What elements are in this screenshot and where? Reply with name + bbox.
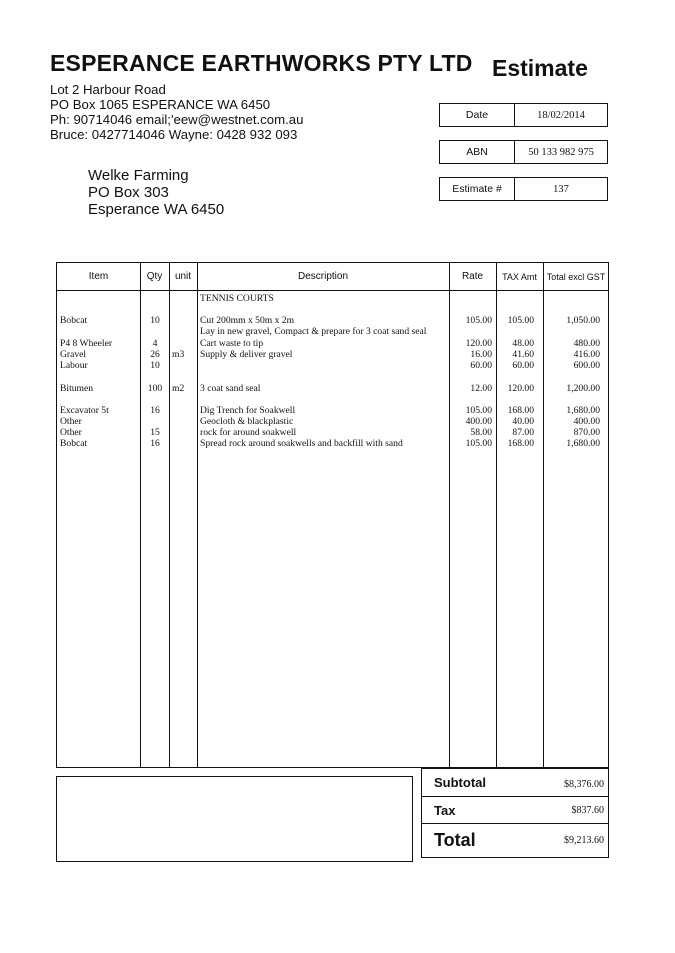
cell-tax: 168.00 xyxy=(507,405,534,416)
cell-total: 400.00 xyxy=(573,416,600,427)
cell-description: Geocloth & blackplastic xyxy=(200,416,294,427)
cell-qty: 15 xyxy=(150,427,160,438)
cell-tax: 105.00 xyxy=(507,315,534,326)
abn-label: ABN xyxy=(440,141,515,163)
table-row xyxy=(57,338,608,349)
cell-rate: 60.00 xyxy=(470,360,492,371)
cell-description: TENNIS COURTS xyxy=(200,293,274,304)
cell-tax: 87.00 xyxy=(512,427,534,438)
estimate-number-box xyxy=(439,177,608,201)
cell-rate: 105.00 xyxy=(465,405,492,416)
company-name: ESPERANCE EARTHWORKS PTY LTD xyxy=(50,50,473,76)
table-row xyxy=(57,315,608,326)
cell-item: Labour xyxy=(60,360,88,371)
cell-unit: m3 xyxy=(172,349,185,360)
table-row xyxy=(57,293,608,304)
cell-unit: m2 xyxy=(172,383,185,394)
table-row xyxy=(57,360,608,371)
cell-total: 1,680.00 xyxy=(566,405,600,416)
cell-total: 1,680.00 xyxy=(566,438,600,449)
cell-tax: 60.00 xyxy=(512,360,534,371)
cell-description: Supply & deliver gravel xyxy=(200,349,293,360)
subtotal-box xyxy=(421,768,609,797)
cell-description: Dig Trench for Soakwell xyxy=(200,405,296,416)
cell-tax: 168.00 xyxy=(507,438,534,449)
notes-box xyxy=(56,776,413,862)
cell-description: Spread rock around soakwells and backfill with sand xyxy=(200,438,403,449)
items-table xyxy=(56,262,609,768)
header-item: Item xyxy=(88,271,109,282)
cell-description: rock for around soakwell xyxy=(200,427,297,438)
tax-label: Tax xyxy=(434,803,456,818)
document-title: Estimate xyxy=(492,55,588,81)
table-row xyxy=(57,405,608,416)
cell-tax: 48.00 xyxy=(512,338,534,349)
cell-qty: 26 xyxy=(150,349,160,360)
address-line: Lot 2 Harbour Road xyxy=(50,82,166,97)
cell-rate: 105.00 xyxy=(465,438,492,449)
cell-qty: 100 xyxy=(147,383,163,394)
cell-total: 870.00 xyxy=(573,427,600,438)
tax-box xyxy=(421,796,609,824)
date-box xyxy=(439,103,608,127)
estimate-number-value: 137 xyxy=(553,183,569,195)
cell-item: Other xyxy=(60,416,82,427)
cell-rate: 12.00 xyxy=(470,383,492,394)
customer-address: PO Box 303 xyxy=(88,184,169,201)
table-row xyxy=(57,427,608,438)
cell-total: 600.00 xyxy=(573,360,600,371)
cell-rate: 58.00 xyxy=(470,427,492,438)
cell-rate: 105.00 xyxy=(465,315,492,326)
cell-tax: 120.00 xyxy=(507,383,534,394)
header-qty: Qty xyxy=(146,271,163,282)
table-row xyxy=(57,416,608,427)
cell-qty: 10 xyxy=(150,315,160,326)
table-row xyxy=(57,349,608,360)
cell-item: P4 8 Wheeler xyxy=(60,338,113,349)
cell-description: Lay in new gravel, Compact & prepare for 3 coat sand seal xyxy=(200,326,427,337)
cell-total: 416.00 xyxy=(573,349,600,360)
table-row xyxy=(57,383,608,394)
header-rate: Rate xyxy=(461,271,484,282)
cell-total: 480.00 xyxy=(573,338,600,349)
cell-qty: 16 xyxy=(150,438,160,449)
contact-line: Bruce: 0427714046 Wayne: 0428 932 093 xyxy=(50,127,298,142)
contact-line: Ph: 90714046 email;'eew@westnet.com.au xyxy=(50,112,304,127)
cell-qty: 10 xyxy=(150,360,160,371)
abn-value: 50 133 982 975 xyxy=(528,146,594,158)
tax-value: $837.60 xyxy=(571,805,604,816)
cell-description: Cart waste to tip xyxy=(200,338,264,349)
table-row xyxy=(57,438,608,449)
cell-qty: 4 xyxy=(152,338,158,349)
cell-rate: 400.00 xyxy=(465,416,492,427)
header-total: Total excl GST xyxy=(546,271,606,282)
date-value: 18/02/2014 xyxy=(537,109,585,121)
cell-item: Bobcat xyxy=(60,315,88,326)
cell-description: Cut 200mm x 50m x 2m xyxy=(200,315,295,326)
abn-box xyxy=(439,140,608,164)
customer-city: Esperance WA 6450 xyxy=(88,201,225,218)
total-label: Total xyxy=(434,830,476,850)
header-tax: TAX Amt xyxy=(502,271,537,282)
cell-rate: 120.00 xyxy=(465,338,492,349)
total-box xyxy=(421,823,609,858)
subtotal-value: $8,376.00 xyxy=(564,779,604,790)
date-label: Date xyxy=(440,104,515,126)
cell-tax: 40.00 xyxy=(512,416,534,427)
cell-total: 1,200.00 xyxy=(566,383,600,394)
cell-item: Other xyxy=(60,427,82,438)
total-value: $9,213.60 xyxy=(564,835,604,846)
header-description: Description xyxy=(297,271,349,282)
customer-name: Welke Farming xyxy=(88,167,189,184)
cell-description: 3 coat sand seal xyxy=(200,383,261,394)
estimate-number-label: Estimate # xyxy=(440,178,515,200)
cell-total: 1,050.00 xyxy=(566,315,600,326)
cell-item: Bitumen xyxy=(60,383,94,394)
cell-item: Excavator 5t xyxy=(60,405,109,416)
header-unit: unit xyxy=(174,271,192,282)
cell-item: Gravel xyxy=(60,349,87,360)
cell-tax: 41.60 xyxy=(512,349,534,360)
cell-qty: 16 xyxy=(150,405,160,416)
cell-rate: 16.00 xyxy=(470,349,492,360)
subtotal-label: Subtotal xyxy=(434,775,486,790)
address-line: PO Box 1065 ESPERANCE WA 6450 xyxy=(50,97,271,112)
table-row xyxy=(57,326,608,337)
cell-item: Bobcat xyxy=(60,438,88,449)
